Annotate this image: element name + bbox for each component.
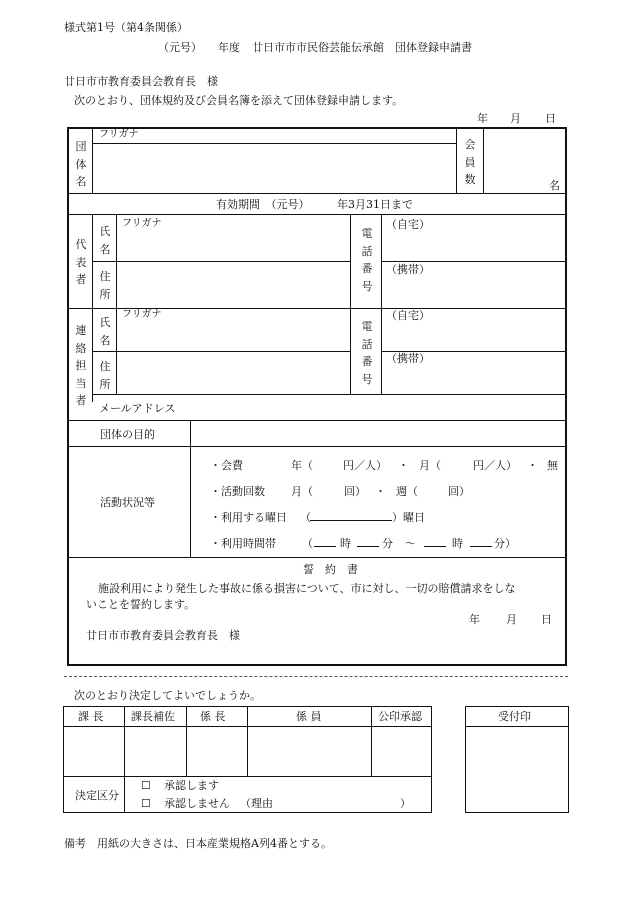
pledge-month: 月 (506, 613, 517, 626)
rep-furigana: フリガナ (122, 218, 162, 229)
day-bullet: ・利用する曜日 (210, 511, 287, 524)
contact-furigana: フリガナ (122, 309, 162, 320)
fee-bullet: ・会費 (210, 459, 243, 472)
contact-phone-home: （自宅） (386, 309, 430, 322)
pledge-year: 年 (469, 613, 480, 626)
col-deputy: 課長補佐 (131, 710, 175, 723)
time-blank-h2[interactable] (424, 546, 446, 547)
checkbox-approve[interactable]: ☐ (141, 779, 151, 792)
time-h2: 時 (452, 537, 463, 550)
time-blank-m2[interactable] (470, 546, 492, 547)
email-label: メールアドレス (99, 402, 176, 415)
option-approve: 承認します (164, 779, 219, 792)
members-label: 会員数 (464, 138, 476, 187)
date-day: 日 (545, 112, 556, 125)
title-year: 年度 (218, 41, 240, 54)
date-year: 年 (477, 112, 488, 125)
col-seal: 公印承認 (378, 710, 422, 723)
footnote: 備考 用紙の大きさは、日本産業規格A列4番とする。 (64, 837, 332, 850)
time-blank-m1[interactable] (357, 546, 379, 547)
representative-label: 代表者 (75, 238, 87, 287)
col-manager: 課 長 (78, 710, 104, 723)
col-chief: 係 長 (200, 710, 226, 723)
rep-address-label: 住所 (99, 270, 111, 301)
addressee: 廿日市市教育委員会教育長 様 (64, 75, 218, 88)
members-unit: 名 (549, 179, 560, 192)
option-reject: 承認しません (164, 797, 230, 810)
purpose-label: 団体の目的 (100, 428, 155, 441)
group-label: 団体名 (75, 140, 87, 189)
time-m1: 分 (382, 537, 393, 550)
contact-label: 連絡担当者 (75, 324, 87, 408)
checkbox-reject[interactable]: ☐ (141, 797, 151, 810)
rep-phone-mobile: （携帯） (386, 263, 430, 276)
approval-question: 次のとおり決定してよいでしょうか。 (74, 689, 261, 702)
validity-period: 有効期間 （元号） 年3月31日まで (216, 198, 413, 211)
fee-none: 無 (547, 459, 558, 472)
pledge-line1: 施設利用により発生した事故に係る損害について、市に対し、一切の賠償請求をしな (98, 582, 516, 595)
day-close: ）曜日 (392, 511, 425, 524)
reason-open: （理由 (240, 797, 273, 810)
page-title: 廿日市市市民俗芸能伝承館 団体登録申請書 (252, 41, 472, 54)
contact-address-label: 住所 (99, 360, 111, 391)
intro-text: 次のとおり、団体規約及び会員名簿を添えて団体登録申請します。 (74, 94, 404, 107)
fee-dot1: ・ (398, 459, 409, 472)
day-blank[interactable] (310, 520, 392, 521)
count-month: 月（ (291, 485, 313, 498)
date-month: 月 (510, 112, 521, 125)
pledge-title: 誓 約 書 (303, 563, 358, 576)
pledge-day: 日 (541, 613, 552, 626)
group-furigana: フリガナ (99, 129, 139, 140)
activity-label: 活動状況等 (100, 496, 155, 509)
count-bullet: ・活動回数 (210, 485, 265, 498)
day-open: （ (300, 511, 311, 524)
fee-per-year: 円／人） (343, 459, 387, 472)
cut-line (64, 676, 568, 677)
contact-phone-mobile: （携帯） (386, 352, 430, 365)
pledge-line2: いことを誓約します。 (86, 598, 196, 611)
title-era: （元号） (158, 41, 202, 54)
fee-month: 月（ (419, 459, 441, 472)
reception-label: 受付印 (498, 710, 531, 723)
time-blank-h1[interactable] (314, 546, 336, 547)
col-staff: 係 員 (296, 710, 322, 723)
count-times1: 回） (344, 485, 366, 498)
contact-name-label: 氏名 (99, 316, 111, 347)
rep-phone-label: 電話番号 (361, 227, 373, 293)
reason-close: ） (400, 797, 411, 810)
time-tilde: ～ (405, 537, 416, 550)
time-m2: 分） (494, 537, 516, 550)
fee-year: 年（ (291, 459, 313, 472)
decision-label: 決定区分 (75, 789, 119, 802)
rep-phone-home: （自宅） (386, 218, 430, 231)
fee-per-month: 円／人） (473, 459, 517, 472)
time-bullet: ・利用時間帯 (210, 537, 276, 550)
rep-name-label: 氏名 (99, 225, 111, 256)
time-open: （ (302, 537, 313, 550)
count-times2: 回） (448, 485, 470, 498)
time-h1: 時 (340, 537, 351, 550)
fee-dot2: ・ (527, 459, 538, 472)
pledge-addressee: 廿日市市教育委員会教育長 様 (86, 629, 240, 642)
count-week: 週（ (396, 485, 418, 498)
count-dot: ・ (375, 485, 386, 498)
form-number: 様式第1号（第4条関係） (64, 21, 188, 34)
contact-phone-label: 電話番号 (361, 320, 373, 386)
